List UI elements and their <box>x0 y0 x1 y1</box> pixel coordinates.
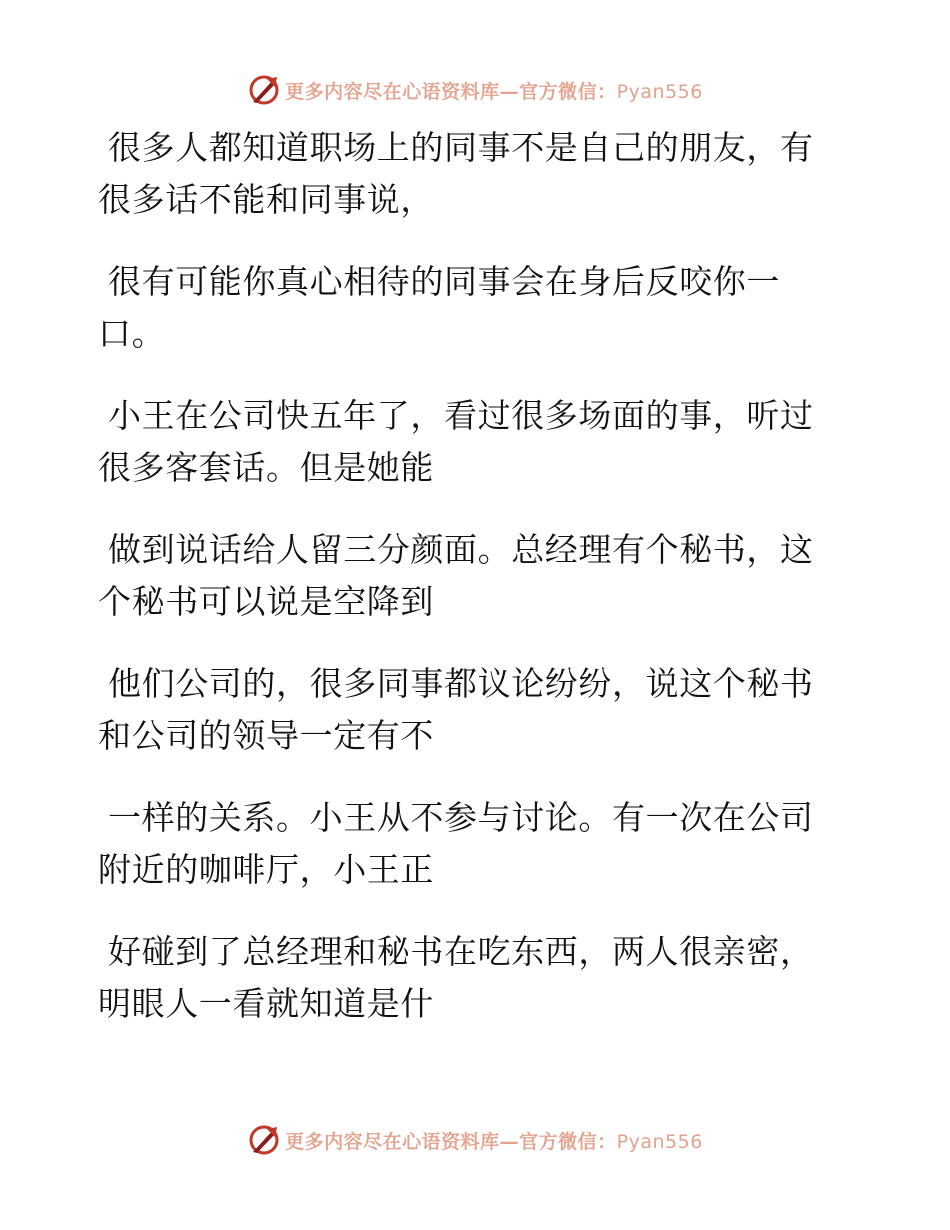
text-line: 很多人都知道职场上的同事不是自己的朋友，有 <box>108 128 814 167</box>
watermark-text: 更多内容尽在心语资料库—官方微信：Pyan556 <box>285 1130 703 1153</box>
text-line: 很多话不能和同事说， <box>98 180 434 219</box>
footer-watermark <box>0 1120 950 1160</box>
paragraph-4 <box>98 524 838 628</box>
paragraph-7 <box>98 926 838 1030</box>
quill-logo-icon <box>247 73 281 107</box>
text-line: 好碰到了总经理和秘书在吃东西，两人很亲密， <box>108 932 814 971</box>
paragraph-1 <box>98 122 838 226</box>
text-line: 做到说话给人留三分颜面。总经理有个秘书，这 <box>108 530 814 569</box>
text-line: 和公司的领导一定有不 <box>98 716 434 755</box>
text-line: 他们公司的，很多同事都议论纷纷，说这个秘书 <box>108 664 814 703</box>
text-line: 一样的关系。小王从不参与讨论。有一次在公司 <box>108 798 814 837</box>
text-line: 附近的咖啡厅，小王正 <box>98 850 434 889</box>
watermark-text: 更多内容尽在心语资料库—官方微信：Pyan556 <box>285 80 703 103</box>
quill-logo-icon <box>247 1123 281 1157</box>
text-line: 小王在公司快五年了，看过很多场面的事，听过 <box>108 396 814 435</box>
text-line: 明眼人一看就知道是什 <box>98 984 434 1023</box>
text-line: 很有可能你真心相待的同事会在身后反咬你一 <box>108 262 780 301</box>
paragraph-3 <box>98 390 838 494</box>
paragraph-2 <box>98 256 838 360</box>
text-line: 口。 <box>98 314 166 353</box>
text-line: 很多客套话。但是她能 <box>98 448 434 487</box>
document-body <box>98 122 838 1060</box>
header-watermark <box>0 70 950 110</box>
text-line: 个秘书可以说是空降到 <box>98 582 434 621</box>
watermark-handle: Pyan556 <box>616 1130 703 1153</box>
paragraph-6 <box>98 792 838 896</box>
paragraph-5 <box>98 658 838 762</box>
watermark-handle: Pyan556 <box>616 80 703 103</box>
